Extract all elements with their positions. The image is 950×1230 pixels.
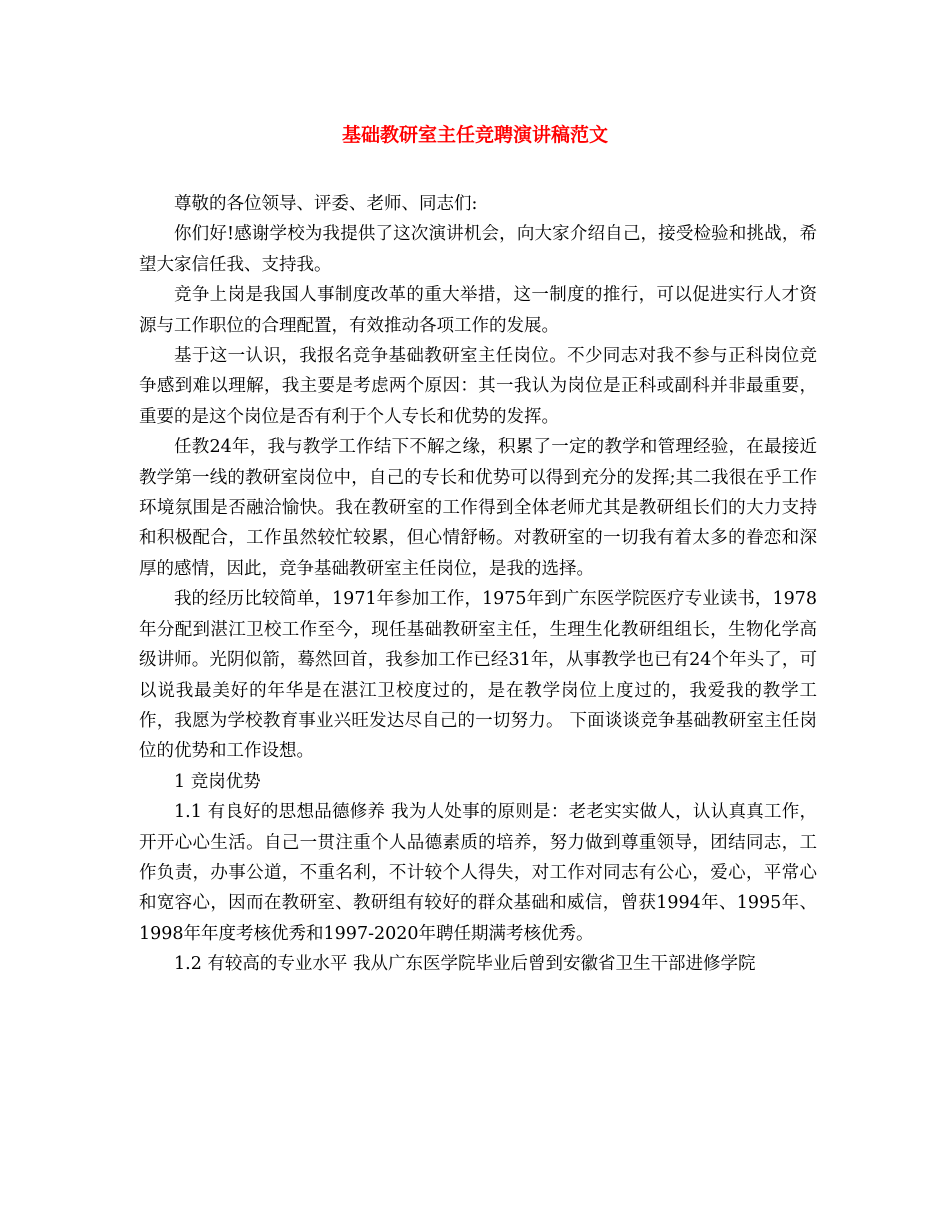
paragraph-professional-level: 1.2 有较高的专业水平 我从广东医学院毕业后曾到安徽省卫生干部进修学院 [174, 954, 756, 975]
paragraph-teaching-experience: 任教24年，我与教学工作结下不解之缘，积累了一定的教学和管理经验，在最接近教学第一线的教研室岗位中，自己的专长和优势可以得到充分的发挥;其二我很在乎工作环境氛围是否融洽愉快。我在教研室的工作得到全体老师尤其是教研组长们的大力支持和积极配合，工作虽然较忙较累，但心情舒畅。对教研室的一切我有着太多的眷恋和深厚的感情，因此，竞争基础教研室主任岗位，是我的选择。 [139, 437, 817, 579]
document-body [139, 189, 817, 980]
page-title: 基础教研室主任竞聘演讲稿范文 [341, 124, 608, 146]
section-heading-advantages: 1 竞岗优势 [174, 771, 261, 792]
paragraph-greeting: 你们好!感谢学校为我提供了这次演讲机会，向大家介绍自己，接受检验和挑战，希望大家信任我、支持我。 [139, 224, 817, 275]
paragraph-career-history: 我的经历比较简单，1971年参加工作，1975年到广东医学院医疗专业读书，1978年分配到湛江卫校工作至今，现任基础教研室主任，生理生化教研组组长，生物化学高级讲师。光阴似箭，蓦然回首，我参加工作已经31年，从事教学也已有24个年头了，可以说我最美好的年华是在湛江卫校度过的，是在教学岗位上度过的，我爱我的教学工作，我愿为学校教育事业兴旺发达尽自己的一切努力。 下面谈谈竞争基础教研室主任岗位的优势和工作设想。 [139, 589, 817, 762]
paragraph-reasons: 基于这一认识，我报名竞争基础教研室主任岗位。不少同志对我不参与正科岗位竞争感到难以理解，我主要是考虑两个原因：其一我认为岗位是正科或副科并非最重要，重要的是这个岗位是否有利于个人专长和优势的发挥。 [139, 346, 817, 427]
paragraph-moral-character: 1.1 有良好的思想品德修养 我为人处事的原则是：老老实实做人，认认真真工作，开开心心生活。自己一贯注重个人品德素质的培养，努力做到尊重领导，团结同志，工作负责，办事公道，不重名利，不计较个人得失，对工作对同志有公心，爱心，平常心和宽容心，因而在教研室、教研组有较好的群众基础和威信，曾获1994年、1995年、1998年年度考核优秀和1997-2020年聘任期满考核优秀。 [139, 802, 817, 944]
paragraph-salutation: 尊敬的各位领导、评委、老师、同志们: [174, 194, 478, 214]
paragraph-reform: 竞争上岗是我国人事制度改革的重大举措，这一制度的推行，可以促进实行人才资源与工作职位的合理配置，有效推动各项工作的发展。 [139, 285, 817, 336]
